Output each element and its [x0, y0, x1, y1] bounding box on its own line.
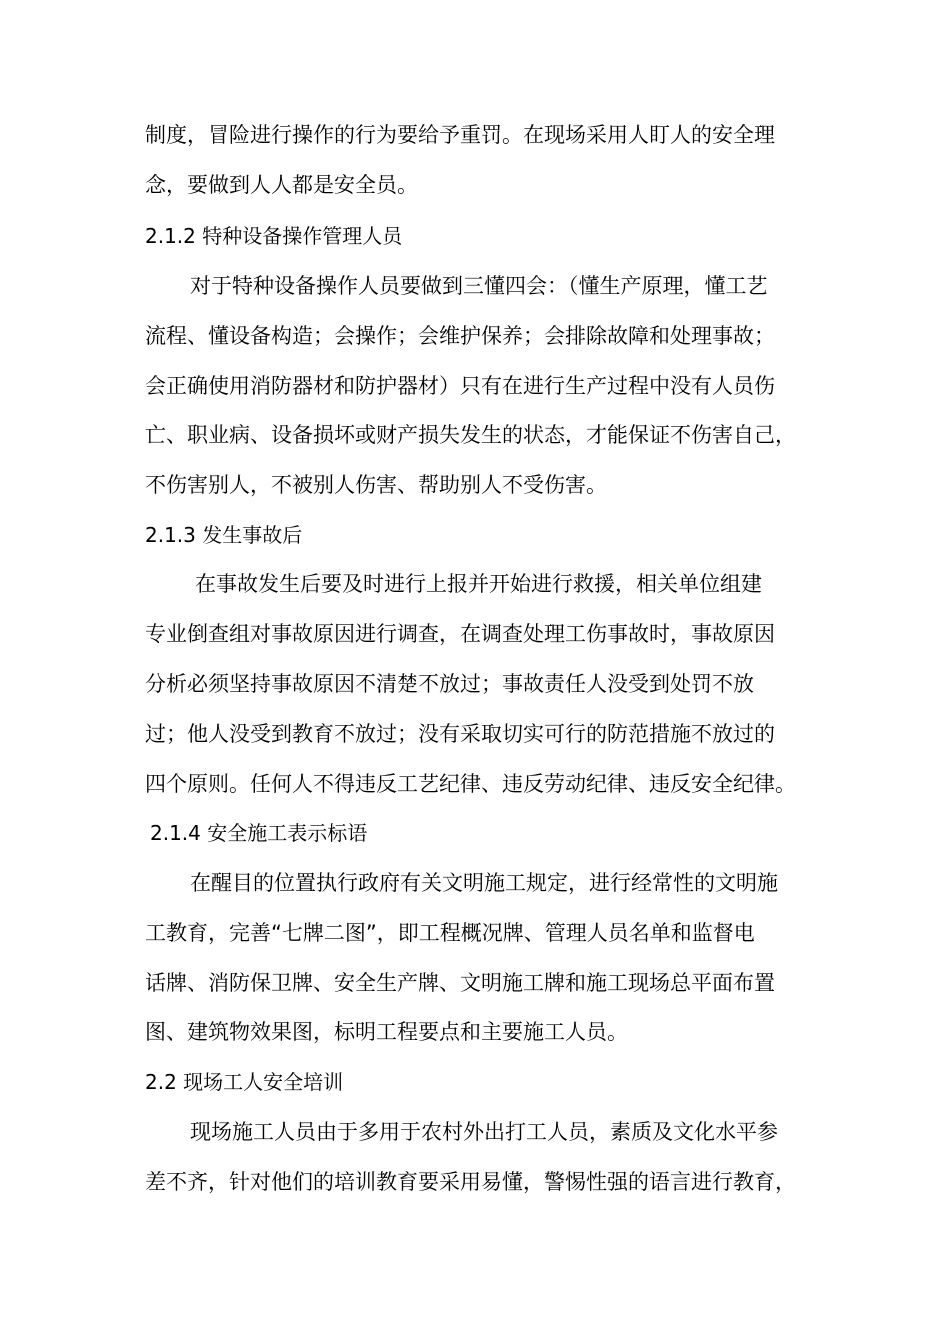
- paragraph-line: 专业倒查组对事故原因进行调查，在调查处理工伤事故时，事故原因: [145, 622, 775, 646]
- paragraph-line: 不伤害别人，不被别人伤害、帮助别人不受伤害。: [145, 473, 607, 497]
- paragraph-line: 会正确使用消防器材和防护器材）只有在进行生产过程中没有人员伤: [145, 374, 775, 398]
- section-heading: 2.2 现场工人安全培训: [145, 1070, 344, 1094]
- paragraph-line: 过；他人没受到教育不放过；没有采取切实可行的防范措施不放过的: [145, 722, 775, 746]
- paragraph-line: 工教育，完善“七牌二图”，即工程概况牌、管理人员名单和监督电: [145, 921, 755, 945]
- paragraph-line: 亡、职业病、设备损坏或财产损失发生的状态，才能保证不伤害自己，: [145, 423, 796, 447]
- paragraph-line: 在醒目的位置执行政府有关文明施工规定，进行经常性的文明施: [190, 871, 778, 895]
- paragraph-line: 对于特种设备操作人员要做到三懂四会：（懂生产原理，懂工艺: [190, 274, 768, 298]
- paragraph-line: 现场施工人员由于多用于农村外出打工人员，素质及文化水平参: [190, 1120, 778, 1144]
- paragraph-line: 话牌、消防保卫牌、安全生产牌、文明施工牌和施工现场总平面布置: [145, 971, 775, 995]
- section-heading: 2.1.4 安全施工表示标语: [150, 821, 368, 845]
- paragraph-line: 制度，冒险进行操作的行为要给予重罚。在现场采用人盯人的安全理: [145, 123, 775, 147]
- paragraph-line: 四个原则。任何人不得违反工艺纪律、违反劳动纪律、违反安全纪律。: [145, 772, 796, 796]
- paragraph-line: 图、建筑物效果图，标明工程要点和主要施工人员。: [145, 1020, 628, 1044]
- paragraph-line: 分析必须坚持事故原因不清楚不放过；事故责任人没受到处罚不放: [145, 672, 754, 696]
- paragraph-line: 差不齐，针对他们的培训教育要采用易懂，警惕性强的语言进行教育，: [145, 1170, 796, 1194]
- section-heading: 2.1.2 特种设备操作管理人员: [145, 224, 403, 248]
- paragraph-line: 流程、懂设备构造；会操作；会维护保养；会排除故障和处理事故；: [145, 324, 775, 348]
- section-heading: 2.1.3 发生事故后: [145, 523, 303, 547]
- paragraph-line: 念，要做到人人都是安全员。: [145, 173, 418, 197]
- paragraph-line: 在事故发生后要及时进行上报并开始进行救援，相关单位组建: [195, 572, 762, 596]
